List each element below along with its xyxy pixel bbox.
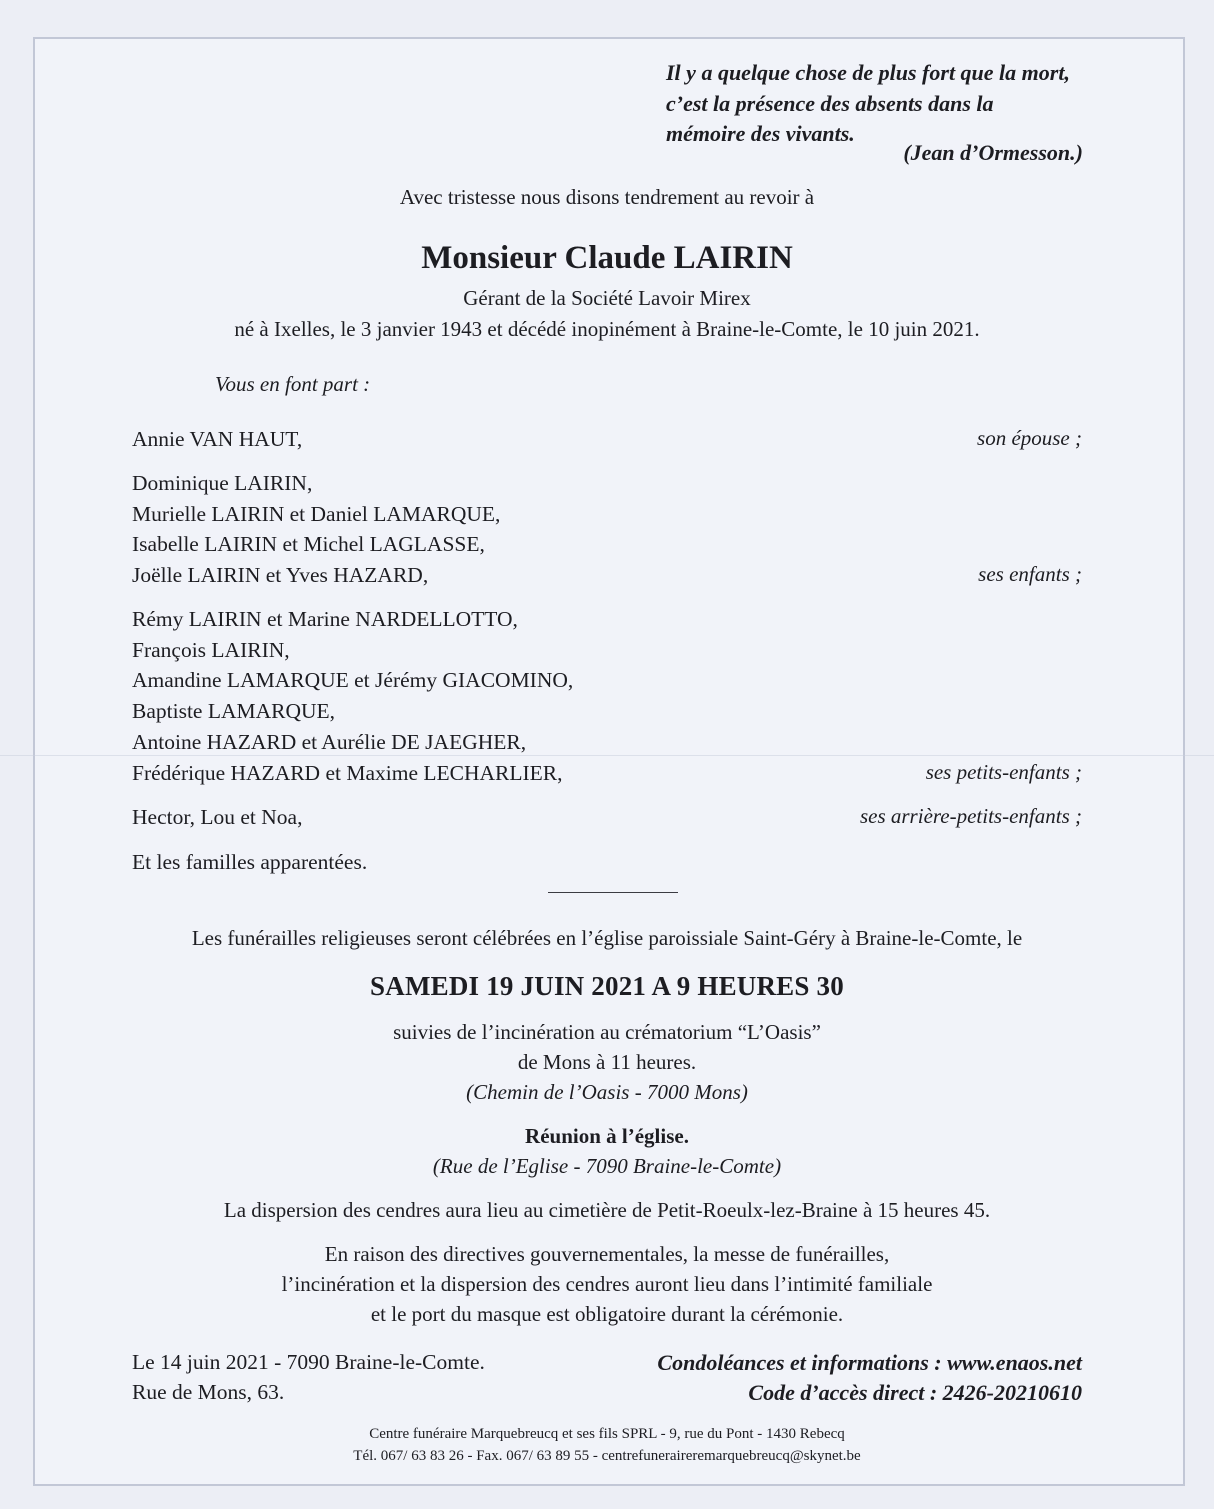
- access-code: Code d’accès direct : 2426-20210610: [748, 1380, 1082, 1405]
- family-name: Annie VAN HAUT,: [132, 427, 303, 451]
- quote-author: (Jean d’Ormesson.): [903, 140, 1083, 165]
- cremation-line-2: de Mons à 11 heures.: [517, 1050, 697, 1074]
- epigraph-quote: [666, 58, 1096, 150]
- family-name: François LAIRIN,: [132, 637, 290, 662]
- family-name: Baptiste LAMARQUE,: [132, 699, 336, 724]
- birth-death-line: né à Ixelles, le 3 janvier 1943 et décédé inopinément à Braine-le-Comte, le 10 juin 2021.: [234, 317, 980, 341]
- family-name: Hector, Lou et Noa,: [132, 805, 303, 829]
- home-address: Rue de Mons, 63.: [132, 1380, 285, 1404]
- family-name: Joëlle LAIRIN et Yves HAZARD,: [132, 563, 429, 588]
- condolences-link: Condoléances et informations : www.enaos.net: [657, 1350, 1082, 1375]
- related-families: Et les familles apparentées.: [132, 850, 368, 874]
- quote-line: Il y a quelque chose de plus fort que la mort,: [666, 60, 1070, 85]
- deceased-name: Monsieur Claude LAIRIN: [421, 240, 793, 276]
- family-great-grandchildren: [132, 802, 302, 833]
- relation-spouse: son épouse ;: [977, 426, 1082, 450]
- relation-grandchildren: ses petits-enfants ;: [925, 760, 1082, 784]
- reunion-note: Réunion à l’église.: [525, 1124, 689, 1148]
- covid-line: et le port du masque est obligatoire durant la cérémonie.: [370, 1302, 844, 1326]
- relation-great-grandchildren: ses arrière-petits-enfants ;: [859, 804, 1082, 828]
- ceremony-intro: Les funérailles religieuses seront célébrées en l’église paroissiale Saint-Géry à Braine-le-Comte, le: [191, 926, 1023, 950]
- covid-line: l’incinération et la dispersion des cendres auront lieu dans l’intimité familiale: [281, 1272, 933, 1296]
- funeral-home-contact: Tél. 067/ 63 83 26 - Fax. 067/ 63 89 55 - centrefuneraireremarquebreucq@skynet.be: [353, 1448, 861, 1464]
- relation-children: ses enfants ;: [978, 562, 1082, 586]
- reunion-address: (Rue de l’Eglise - 7090 Braine-le-Comte): [432, 1154, 782, 1178]
- funeral-home: Centre funéraire Marquebreucq et ses fils SPRL - 9, rue du Pont - 1430 Rebecq: [369, 1426, 845, 1442]
- family-spouse: [132, 424, 302, 455]
- cremation-line-1: suivies de l’incinération au crématorium “L’Oasis”: [393, 1020, 821, 1044]
- cremation-address: (Chemin de l’Oasis - 7000 Mons): [466, 1080, 748, 1104]
- family-name: Frédérique HAZARD et Maxime LECHARLIER,: [132, 760, 563, 785]
- deceased-role: Gérant de la Société Lavoir Mirex: [463, 286, 751, 310]
- family-name: Rémy LAIRIN et Marine NARDELLOTTO,: [132, 607, 518, 631]
- family-children: [132, 468, 500, 591]
- family-name: Antoine HAZARD et Aurélie DE JAEGHER,: [132, 729, 527, 754]
- quote-line: c’est la présence des absents dans la: [666, 90, 994, 116]
- family-name: Amandine LAMARQUE et Jérémy GIACOMINO,: [132, 668, 574, 693]
- intro-text: Avec tristesse nous disons tendrement au revoir à: [399, 185, 815, 209]
- covid-line: En raison des directives gouvernementales, la messe de funérailles,: [324, 1242, 890, 1266]
- quote-line: mémoire des vivants.: [666, 121, 855, 146]
- section-divider: [548, 892, 678, 893]
- family-name: Dominique LAIRIN,: [132, 471, 313, 495]
- dispersion-note: La dispersion des cendres aura lieu au cimetière de Petit-Roeulx-lez-Braine à 15 heures 45.: [223, 1198, 991, 1222]
- family-name: Isabelle LAIRIN et Michel LAGLASSE,: [132, 532, 485, 557]
- announce-heading: Vous en font part :: [215, 372, 371, 396]
- place-date: Le 14 juin 2021 - 7090 Braine-le-Comte.: [132, 1350, 485, 1374]
- family-name: Murielle LAIRIN et Daniel LAMARQUE,: [132, 501, 501, 526]
- family-grandchildren: [132, 604, 573, 788]
- ceremony-date: SAMEDI 19 JUIN 2021 A 9 HEURES 30: [370, 971, 844, 1001]
